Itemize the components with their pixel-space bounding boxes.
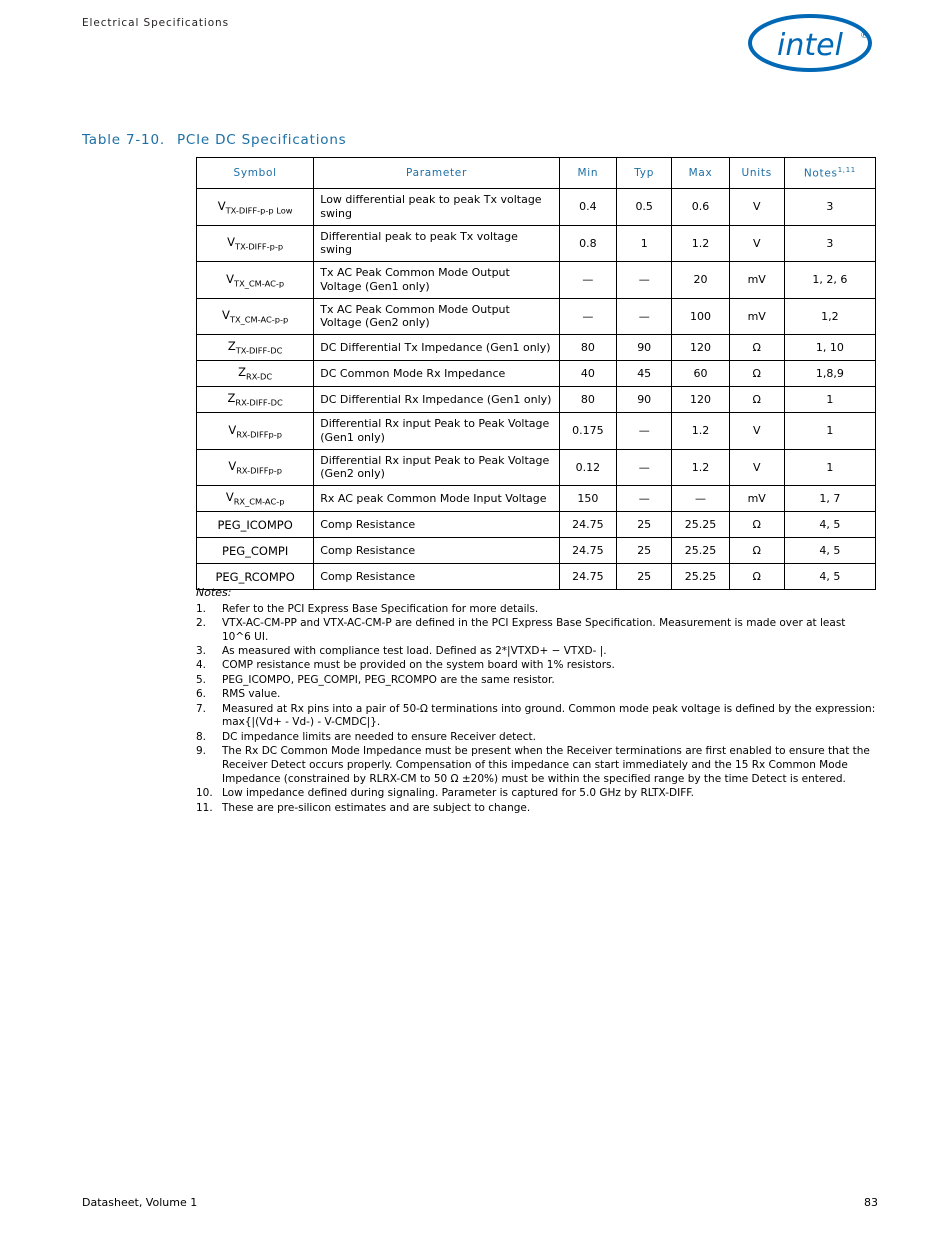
- table-row: [197, 189, 876, 226]
- note-number: 2.: [196, 616, 207, 629]
- cell-parameter: Differential Rx input Peak to Peak Voltage (Gen1 only): [314, 413, 560, 450]
- footer-page-number: 83: [864, 1196, 878, 1209]
- notes-block: [196, 586, 876, 816]
- note-text: As measured with compliance test load. Defined as 2*|VTXD+ − VTXD- |.: [222, 645, 607, 658]
- cell-max: 120: [672, 335, 729, 361]
- table-number: Table 7-10.: [82, 132, 165, 148]
- cell-max: 25.25: [672, 512, 729, 538]
- note-number: 3.: [196, 645, 207, 658]
- cell-min: —: [559, 298, 616, 335]
- cell-units: Ω: [729, 538, 784, 564]
- cell-parameter: Differential peak to peak Tx voltage swing: [314, 225, 560, 262]
- cell-min: 150: [559, 486, 616, 512]
- note-item: [196, 688, 876, 702]
- symbol-subscript: TX_CM-AC-p: [234, 277, 285, 288]
- cell-max: 100: [672, 298, 729, 335]
- column-header-parameter: Parameter: [314, 158, 560, 189]
- symbol-subscript: TX-DIFF-DC: [235, 345, 283, 356]
- table-row: [197, 512, 876, 538]
- cell-units: V: [729, 189, 784, 226]
- cell-symbol: [197, 335, 314, 361]
- note-number: 4.: [196, 659, 207, 672]
- cell-notes: 1, 2, 6: [784, 262, 875, 299]
- cell-typ: 45: [616, 361, 672, 387]
- column-header-notes-superscript: 1,11: [837, 166, 856, 175]
- note-number: 5.: [196, 673, 207, 686]
- cell-max: 25.25: [672, 538, 729, 564]
- cell-units: mV: [729, 486, 784, 512]
- note-item: [196, 703, 876, 731]
- cell-parameter: Rx AC peak Common Mode Input Voltage: [314, 486, 560, 512]
- cell-symbol: [197, 298, 314, 335]
- column-header-notes: [784, 158, 875, 189]
- svg-text:®: ®: [860, 31, 869, 41]
- svg-text:intel: intel: [777, 28, 843, 63]
- note-text: DC impedance limits are needed to ensure Receiver detect.: [222, 730, 536, 743]
- cell-typ: 1: [616, 225, 672, 262]
- symbol-main: Z: [227, 339, 236, 354]
- cell-parameter: DC Differential Rx Impedance (Gen1 only): [314, 387, 560, 413]
- symbol-subscript: RX-DC: [246, 371, 273, 382]
- cell-symbol: [197, 361, 314, 387]
- cell-symbol: [197, 189, 314, 226]
- symbol-main: V: [225, 490, 234, 505]
- cell-typ: —: [616, 298, 672, 335]
- cell-parameter: Tx AC Peak Common Mode Output Voltage (Gen2 only): [314, 298, 560, 335]
- table-row: [197, 538, 876, 564]
- cell-notes: 3: [784, 189, 875, 226]
- cell-parameter: Low differential peak to peak Tx voltage swing: [314, 189, 560, 226]
- cell-max: 120: [672, 387, 729, 413]
- cell-max: 60: [672, 361, 729, 387]
- column-header-symbol: Symbol: [197, 158, 314, 189]
- cell-max: 1.2: [672, 449, 729, 486]
- cell-notes: 1, 7: [784, 486, 875, 512]
- cell-min: 40: [559, 361, 616, 387]
- cell-parameter: Comp Resistance: [314, 512, 560, 538]
- note-item: [196, 802, 876, 816]
- cell-typ: 90: [616, 387, 672, 413]
- cell-symbol: [197, 262, 314, 299]
- cell-notes: 4, 5: [784, 512, 875, 538]
- cell-parameter: Tx AC Peak Common Mode Output Voltage (Gen1 only): [314, 262, 560, 299]
- cell-parameter: Comp Resistance: [314, 538, 560, 564]
- cell-typ: —: [616, 413, 672, 450]
- symbol-subscript: RX_CM-AC-p: [233, 496, 285, 507]
- cell-max: 20: [672, 262, 729, 299]
- cell-min: 24.75: [559, 564, 616, 590]
- note-item: [196, 787, 876, 801]
- symbol-subscript: TX-DIFF-p-p Low: [225, 204, 293, 215]
- cell-typ: —: [616, 486, 672, 512]
- table-row: [197, 387, 876, 413]
- column-header-typ: Typ: [616, 158, 672, 189]
- pcie-dc-specifications-table: [196, 157, 876, 590]
- symbol-main: V: [227, 235, 236, 250]
- cell-min: 80: [559, 335, 616, 361]
- symbol-main: V: [226, 271, 235, 286]
- note-item: [196, 731, 876, 745]
- note-number: 8.: [196, 730, 207, 743]
- note-item: [196, 659, 876, 673]
- note-number: 10.: [196, 787, 213, 800]
- cell-max: 0.6: [672, 189, 729, 226]
- note-number: 1.: [196, 602, 207, 615]
- table-row: [197, 262, 876, 299]
- cell-typ: —: [616, 262, 672, 299]
- note-item: [196, 745, 876, 787]
- note-text: These are pre-silicon estimates and are subject to change.: [222, 801, 531, 814]
- table-title: PCIe DC Specifications: [176, 132, 347, 148]
- note-text: RMS value.: [222, 688, 281, 701]
- cell-min: 0.8: [559, 225, 616, 262]
- note-number: 6.: [196, 688, 207, 701]
- cell-symbol: [197, 449, 314, 486]
- cell-symbol: PEG_COMPI: [197, 538, 314, 564]
- note-text: Low impedance defined during signaling. Parameter is captured for 5.0 GHz by RLTX-DIFF.: [222, 787, 694, 800]
- cell-max: 25.25: [672, 564, 729, 590]
- cell-max: 1.2: [672, 225, 729, 262]
- cell-notes: 1,2: [784, 298, 875, 335]
- cell-symbol: PEG_RCOMPO: [197, 564, 314, 590]
- symbol-main: Z: [227, 391, 236, 406]
- intel-logo: [746, 12, 878, 74]
- footer-document-name: Datasheet, Volume 1: [82, 1196, 198, 1209]
- note-text: Measured at Rx pins into a pair of 50-Ω terminations into ground. Common mode peak voltage is defined by the expression: max{|(Vd+ - Vd-) - V-CMDC|}.: [222, 702, 876, 729]
- table-row: [197, 486, 876, 512]
- cell-typ: 25: [616, 564, 672, 590]
- symbol-main: Z: [238, 365, 247, 380]
- cell-min: 0.175: [559, 413, 616, 450]
- cell-min: 24.75: [559, 538, 616, 564]
- cell-symbol: [197, 225, 314, 262]
- cell-units: Ω: [729, 361, 784, 387]
- cell-typ: 0.5: [616, 189, 672, 226]
- cell-notes: 1,8,9: [784, 361, 875, 387]
- note-number: 9.: [196, 745, 207, 758]
- table-row: [197, 413, 876, 450]
- column-header-notes-label: Notes: [803, 167, 838, 180]
- column-header-min: Min: [559, 158, 616, 189]
- table-row: [197, 361, 876, 387]
- symbol-subscript: TX_CM-AC-p-p: [229, 314, 289, 325]
- cell-symbol: [197, 387, 314, 413]
- symbol-main: V: [228, 459, 237, 474]
- table-row: [197, 449, 876, 486]
- cell-max: 1.2: [672, 413, 729, 450]
- cell-symbol: [197, 413, 314, 450]
- cell-min: 24.75: [559, 512, 616, 538]
- note-text: PEG_ICOMPO, PEG_COMPI, PEG_RCOMPO are the same resistor.: [222, 673, 555, 686]
- symbol-subscript: RX-DIFF-DC: [235, 397, 283, 408]
- cell-symbol: [197, 486, 314, 512]
- cell-min: —: [559, 262, 616, 299]
- note-item: [196, 674, 876, 688]
- cell-min: 0.12: [559, 449, 616, 486]
- cell-units: Ω: [729, 387, 784, 413]
- cell-typ: —: [616, 449, 672, 486]
- cell-units: V: [729, 449, 784, 486]
- note-number: 7.: [196, 702, 207, 715]
- cell-units: Ω: [729, 564, 784, 590]
- cell-units: mV: [729, 262, 784, 299]
- cell-notes: 1: [784, 387, 875, 413]
- cell-notes: 4, 5: [784, 564, 875, 590]
- symbol-main: V: [217, 198, 226, 213]
- cell-units: Ω: [729, 512, 784, 538]
- table-row: [197, 225, 876, 262]
- symbol-main: V: [222, 308, 230, 323]
- table-row: [197, 335, 876, 361]
- note-item: [196, 645, 876, 659]
- cell-typ: 25: [616, 512, 672, 538]
- note-text: Refer to the PCI Express Base Specification for more details.: [222, 602, 539, 615]
- cell-notes: 3: [784, 225, 875, 262]
- cell-notes: 1, 10: [784, 335, 875, 361]
- cell-units: V: [729, 225, 784, 262]
- note-item: [196, 617, 876, 645]
- note-text: The Rx DC Common Mode Impedance must be present when the Receiver terminations are first enabled to ensure that the Receiver Detect occurs properly. Compensation of this impedance can start immediately and the 15 Rx Common Mode Impedance (constrained by RLRX-CM to 50 Ω ±20%) must be within the specified range by the time Detect is entered.: [222, 745, 870, 785]
- cell-typ: 25: [616, 538, 672, 564]
- column-header-units: Units: [729, 158, 784, 189]
- cell-notes: 4, 5: [784, 538, 875, 564]
- note-text: COMP resistance must be provided on the system board with 1% resistors.: [222, 659, 615, 672]
- cell-typ: 90: [616, 335, 672, 361]
- note-text: VTX-AC-CM-PP and VTX-AC-CM-P are defined in the PCI Express Base Specification. Measurement is made over at least 10^6 UI.: [222, 616, 846, 643]
- cell-notes: 1: [784, 413, 875, 450]
- symbol-subscript: TX-DIFF-p-p: [235, 241, 284, 252]
- cell-parameter: Differential Rx input Peak to Peak Voltage (Gen2 only): [314, 449, 560, 486]
- table-caption: [82, 132, 347, 148]
- cell-parameter: Comp Resistance: [314, 564, 560, 590]
- cell-notes: 1: [784, 449, 875, 486]
- cell-parameter: DC Common Mode Rx Impedance: [314, 361, 560, 387]
- note-item: [196, 603, 876, 617]
- notes-title: Notes:: [196, 586, 232, 599]
- column-header-max: Max: [672, 158, 729, 189]
- cell-min: 0.4: [559, 189, 616, 226]
- cell-units: Ω: [729, 335, 784, 361]
- cell-min: 80: [559, 387, 616, 413]
- cell-max: —: [672, 486, 729, 512]
- cell-parameter: DC Differential Tx Impedance (Gen1 only): [314, 335, 560, 361]
- table-row: [197, 298, 876, 335]
- note-number: 11.: [196, 801, 213, 814]
- symbol-main: V: [228, 422, 237, 437]
- running-header: Electrical Specifications: [82, 17, 229, 29]
- cell-units: V: [729, 413, 784, 450]
- symbol-subscript: RX-DIFFp-p: [236, 465, 282, 476]
- symbol-subscript: RX-DIFFp-p: [236, 428, 282, 439]
- cell-symbol: PEG_ICOMPO: [197, 512, 314, 538]
- table-header-row: [197, 158, 876, 189]
- cell-units: mV: [729, 298, 784, 335]
